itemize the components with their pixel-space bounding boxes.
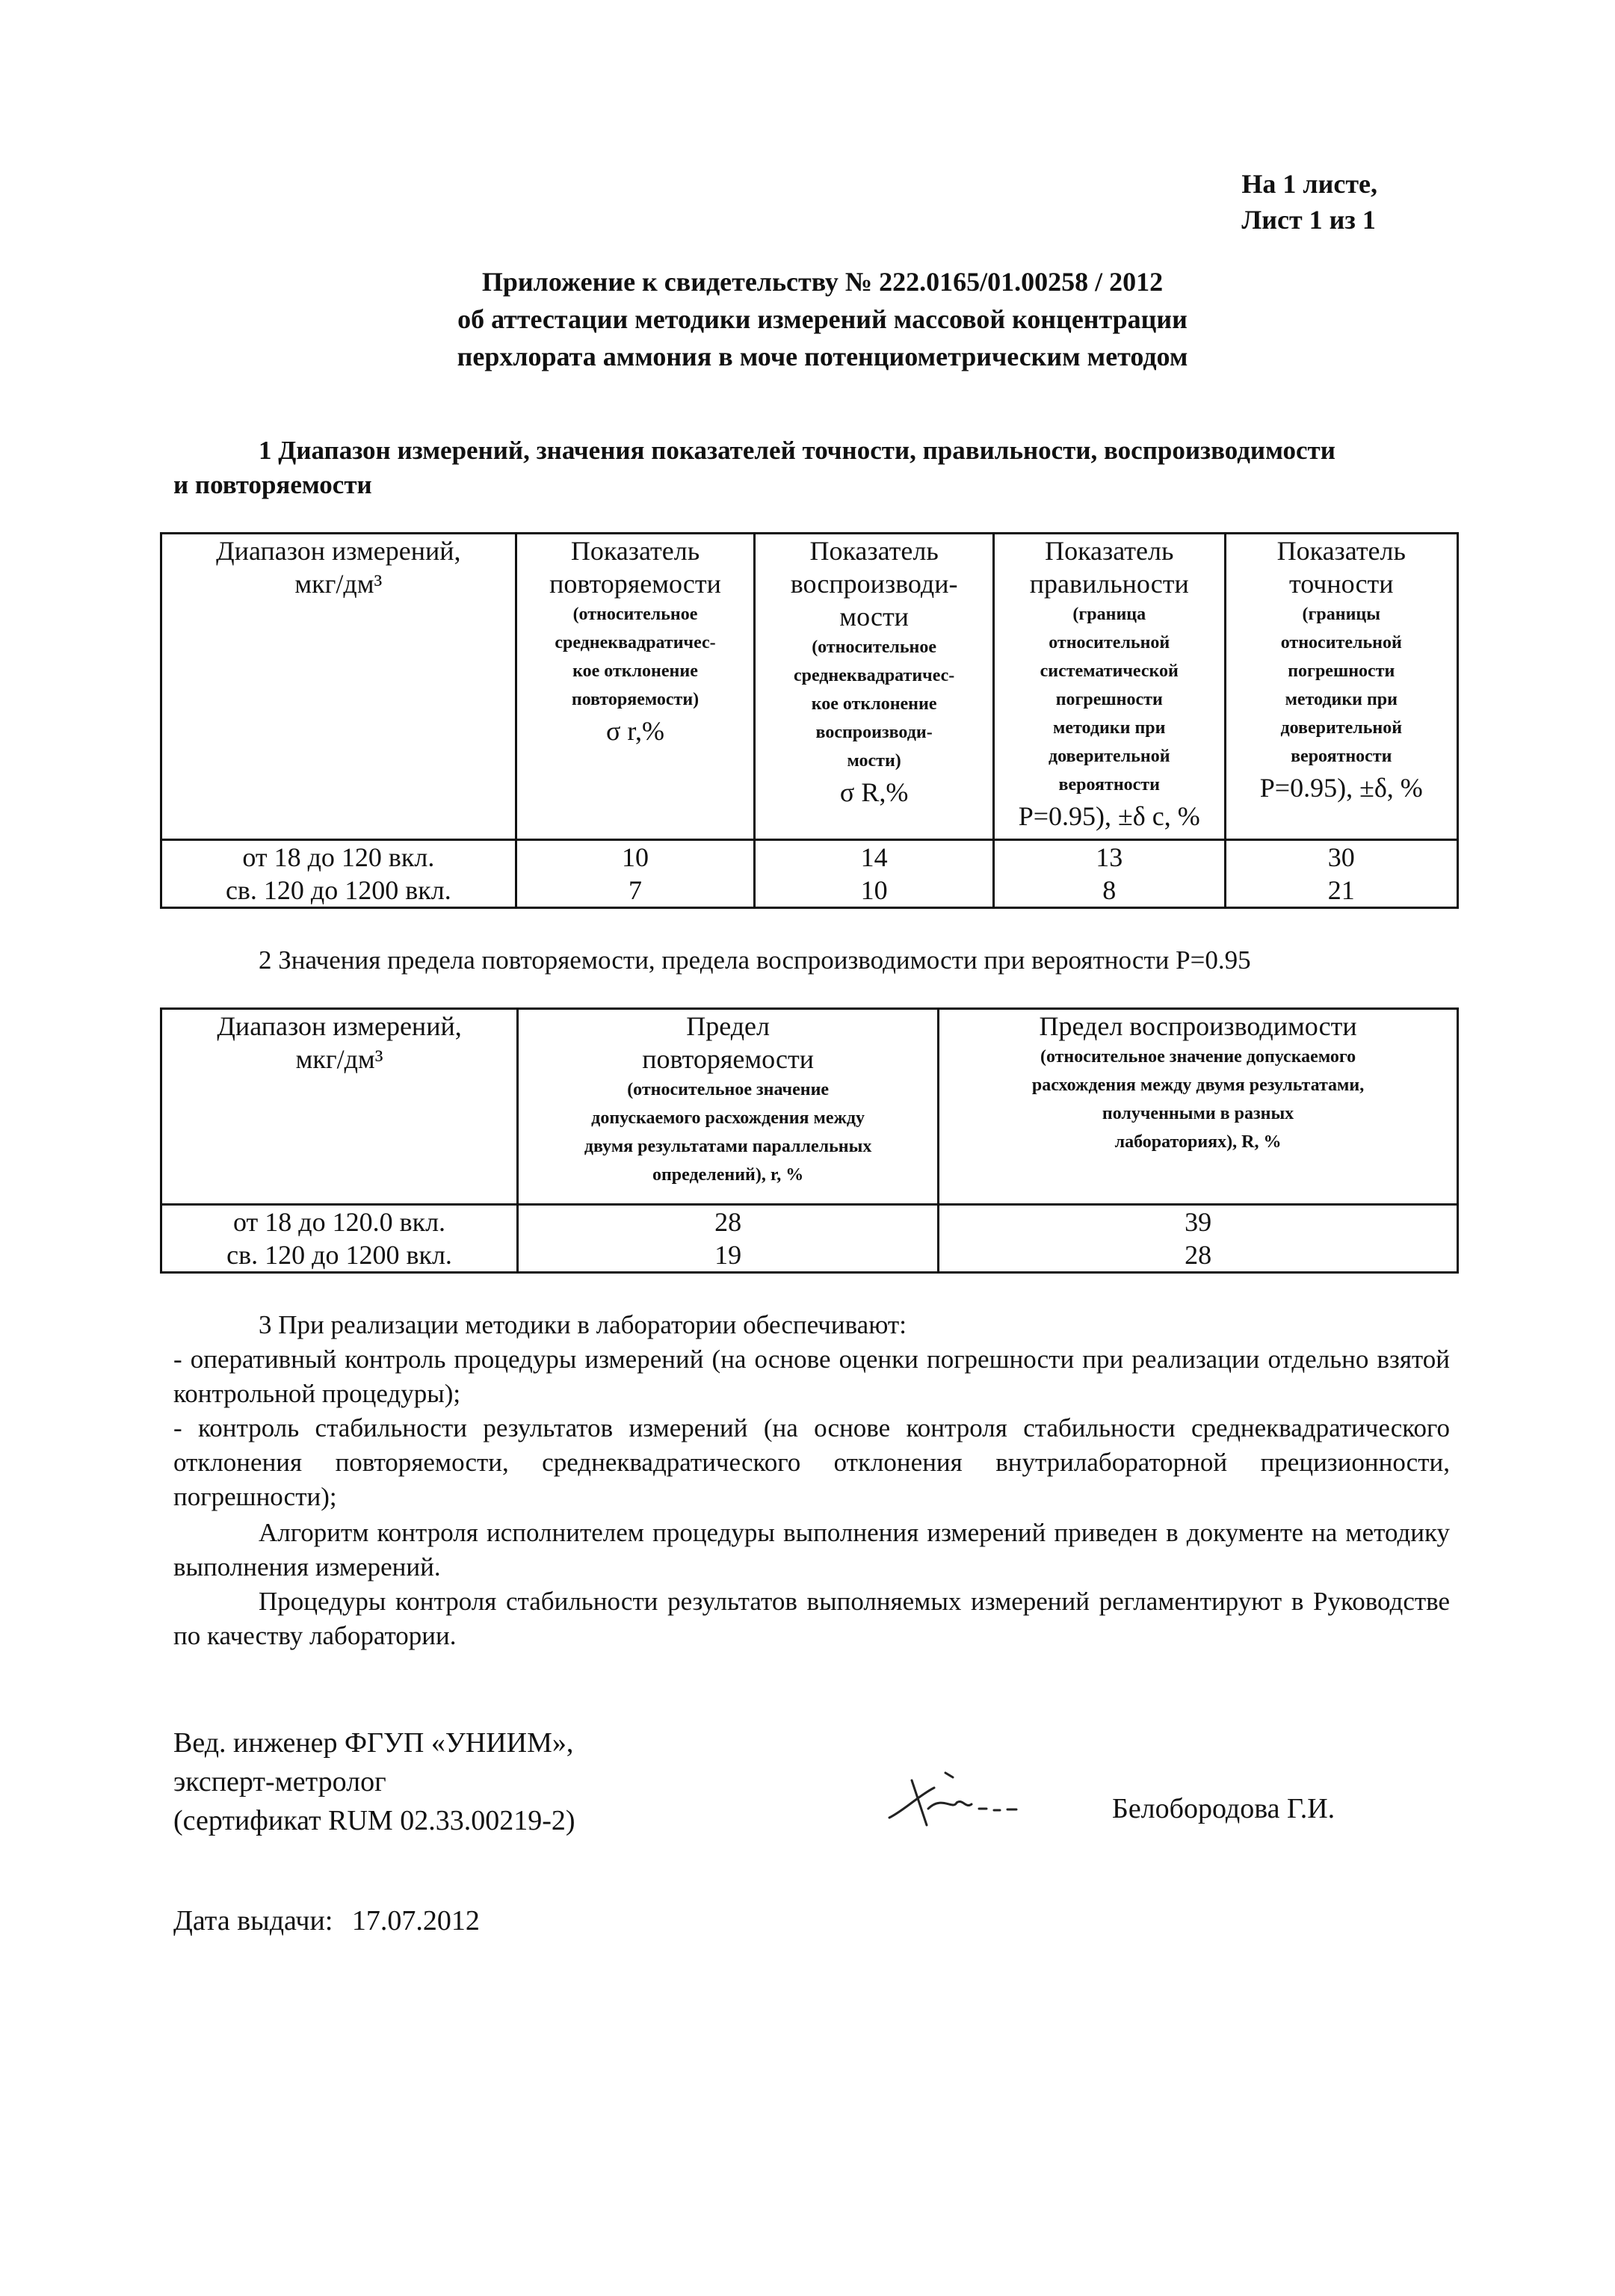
sheet-info [1241, 166, 1377, 238]
header-symbol: лабораториях), R, % [1114, 1132, 1282, 1152]
cell-range: св. 120 до 1200 вкл. [161, 1238, 518, 1273]
header-text: мости [839, 602, 909, 632]
section3-item-1: - оперативный контроль процедуры измерений (на основе оценки погрешности при реализации отдельно взятой контрольной процедуры); [173, 1345, 1450, 1408]
cell-value: 10 [755, 874, 994, 908]
document-title [0, 263, 1615, 375]
cell-value: 8 [993, 874, 1225, 908]
title-line-2: об аттестации методики измерений массовой концентрации [457, 304, 1188, 334]
header-text: повторяемости [549, 569, 721, 599]
sheet-count: На 1 листе, [1241, 169, 1377, 199]
header-symbol: σ R,% [839, 777, 909, 807]
cell-value: 10 [516, 840, 755, 874]
cell-range: от 18 до 120.0 вкл. [161, 1205, 518, 1239]
header-subtext: полученными в разных [1102, 1104, 1294, 1123]
header-range-title: Диапазон измерений, [216, 536, 461, 566]
header-subtext: повторяемости) [571, 690, 700, 709]
cell-value: 21 [1225, 874, 1457, 908]
section3-heading: 3 При реализации методики в лаборатории обеспечивают: [259, 1310, 907, 1339]
title-line-3: перхлората аммония в моче потенциометрическим методом [457, 342, 1188, 371]
header-subtext: (граница [1072, 605, 1146, 624]
header-subtext: (относительное [812, 638, 937, 657]
section3-paragraph-2: Процедуры контроля стабильности результатов выполняемых измерений регламентируют в Руководстве по качеству лаборатории. [173, 1587, 1450, 1650]
header-range [161, 534, 516, 840]
header-subtext: доверительной [1048, 747, 1170, 766]
cell-value: 19 [518, 1238, 939, 1273]
header-subtext: относительной [1280, 633, 1402, 652]
signer-line-1: Вед. инженер ФГУП «УНИИМ», [173, 1727, 574, 1759]
cell-value: 30 [1225, 840, 1457, 874]
header-reproducibility [755, 534, 994, 840]
header-subtext: среднеквадратичес- [793, 666, 955, 685]
header-subtext: двумя результатами параллельных [584, 1137, 872, 1156]
header-subtext: (относительное [572, 605, 698, 624]
header-symbol: P=0.95), ±δ, % [1259, 773, 1423, 803]
sheet-number: Лист 1 из 1 [1241, 205, 1376, 235]
issue-date-value: 17.07.2012 [351, 1905, 480, 1937]
header-subtext: допускаемого расхождения между [591, 1108, 865, 1128]
header-subtext: методики при [1285, 690, 1398, 709]
header-subtext: погрешности [1288, 661, 1395, 681]
section2-heading: 2 Значения предела повторяемости, предела воспроизводимости при вероятности P=0.95 [259, 945, 1251, 975]
header-subtext: кое отклонение [811, 694, 937, 714]
header-subtext: доверительной [1280, 718, 1403, 738]
header-subtext: расхождения между двумя результатами, [1031, 1076, 1365, 1095]
handwritten-signature [882, 1765, 1054, 1833]
header-reproducibility-limit [939, 1009, 1458, 1205]
accuracy-table [160, 532, 1459, 909]
header-text: Показатель [809, 536, 939, 566]
limits-table-header [161, 1009, 1458, 1205]
cell-value: 28 [518, 1205, 939, 1239]
header-subtext: вероятности [1058, 775, 1160, 794]
header-subtext: мости) [847, 751, 901, 771]
header-text: воспроизводи- [790, 569, 958, 599]
cell-value: 39 [939, 1205, 1458, 1239]
cell-value: 7 [516, 874, 755, 908]
header-text: Предел [686, 1011, 770, 1041]
header-text: Показатель [1045, 536, 1174, 566]
table-row [161, 1205, 1458, 1239]
header-text: Показатель [1276, 536, 1406, 566]
header-subtext: (относительное значение допускаемого [1040, 1047, 1356, 1067]
header-symbol: σ r,% [606, 716, 664, 746]
cell-range: от 18 до 120 вкл. [161, 840, 516, 874]
header-subtext: (относительное значение [627, 1080, 830, 1099]
signer-line-3: (сертификат RUM 02.33.00219-2) [173, 1805, 575, 1836]
header-accuracy [1225, 534, 1457, 840]
table-row [161, 840, 1458, 874]
header-text: повторяемости [642, 1044, 815, 1074]
accuracy-table-header [161, 534, 1458, 840]
section1-heading-line2: и повторяемости [173, 470, 372, 499]
cell-value: 28 [939, 1238, 1458, 1273]
cell-value: 13 [993, 840, 1225, 874]
table-row [161, 1238, 1458, 1273]
header-repeatability [516, 534, 755, 840]
cell-range: св. 120 до 1200 вкл. [161, 874, 516, 908]
header-subtext: методики при [1053, 718, 1166, 738]
header-range-unit: мкг/дм³ [294, 569, 383, 599]
section3-paragraph-1: Алгоритм контроля исполнителем процедуры выполнения измерений приведен в документе на методику выполнения измерений. [173, 1518, 1450, 1581]
table-row [161, 874, 1458, 908]
header-subtext: кое отклонение [572, 661, 698, 681]
header-subtext: систематической [1040, 661, 1179, 681]
section1-heading-line1: 1 Диапазон измерений, значения показателей точности, правильности, воспроизводимости [259, 436, 1335, 465]
header-symbol: P=0.95), ±δ c, % [1018, 801, 1200, 831]
limits-table [160, 1007, 1459, 1274]
header-repeatability-limit [518, 1009, 939, 1205]
header-symbol: определений), r, % [652, 1165, 804, 1185]
header-subtext: (границы [1302, 605, 1380, 624]
signer-position [173, 1723, 575, 1840]
signer-name: Белобородова Г.И. [1112, 1793, 1335, 1824]
header-subtext: относительной [1049, 633, 1170, 652]
section3-item-2: - контроль стабильности результатов измерений (на основе контроля стабильности среднеквадратического отклонения повторяемости, среднеквадратического отклонения внутрилабораторной прецизионности, погрешности); [173, 1413, 1450, 1511]
header-text: правильности [1029, 569, 1189, 599]
header-subtext: воспроизводи- [815, 723, 933, 742]
header-text: Показатель [570, 536, 700, 566]
header-range [161, 1009, 518, 1205]
issue-date [173, 1901, 480, 1940]
header-range-title: Диапазон измерений, [217, 1011, 462, 1041]
issue-date-label: Дата выдачи: [173, 1905, 333, 1937]
header-subtext: среднеквадратичес- [555, 633, 716, 652]
header-trueness [993, 534, 1225, 840]
header-subtext: вероятности [1291, 747, 1392, 766]
cell-value: 14 [755, 840, 994, 874]
title-line-1: Приложение к свидетельству № 222.0165/01.00258 / 2012 [481, 267, 1164, 297]
header-text: Предел воспроизводимости [1039, 1011, 1357, 1041]
header-range-unit: мкг/дм³ [295, 1044, 383, 1074]
header-text: точности [1288, 569, 1394, 599]
header-subtext: погрешности [1055, 690, 1163, 709]
signer-line-2: эксперт-метролог [173, 1766, 386, 1797]
